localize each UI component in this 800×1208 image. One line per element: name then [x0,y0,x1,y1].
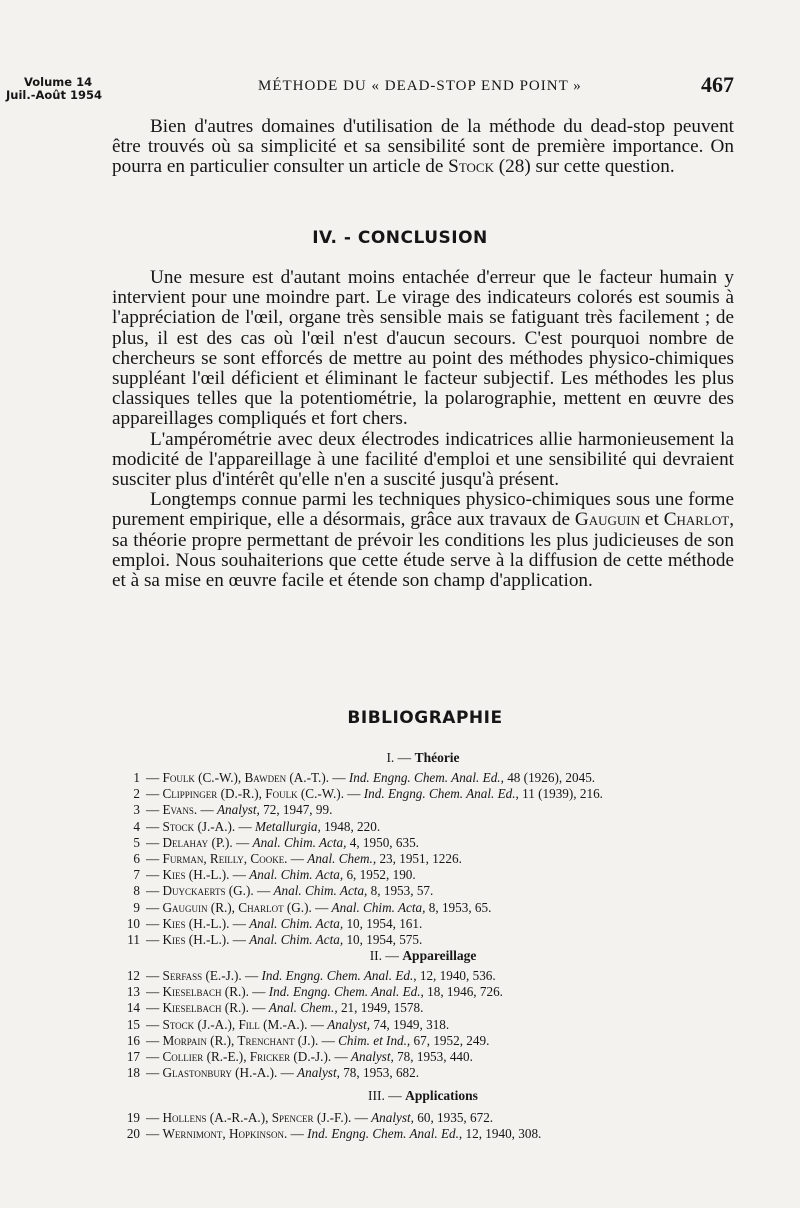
reference-text: — Foulk (C.-W.), Bawden (A.-T.). — Ind. Engng. Chem. Anal. Ed., 48 (1926), 2045. [146,770,596,785]
reference-text: — Clippinger (D.-R.), Foulk (C.-W.). — Ind. Engng. Chem. Anal. Ed., 11 (1939), 216. [146,786,603,802]
reference-entry [110,851,760,867]
reference-text: — Duyckaerts (G.). — Anal. Chim. Acta, 8, 1953, 57. [146,883,434,899]
reference-entry [110,932,760,948]
reference-entry [110,835,760,851]
reference-number: 3 [133,802,140,818]
reference-entry [110,867,760,883]
reference-entry [110,1110,760,1126]
reference-authors: Kies (H.-L.). [162,915,230,931]
reference-number: 18 [126,1065,140,1081]
author-name: Charlot [663,509,730,531]
conclusion-paragraph-2: L'ampérométrie avec deux électrodes indicatrices allie harmonieusement la modicité de l'appareillage à une facilité d'emploi et une sensibilité qui devraient susciter plus d'intérêt qu'elle n'en a suscité jusqu'à présent. [112,428,734,491]
reference-authors: Morpain (R.), Trenchant (J.). [162,1032,319,1048]
reference-authors: Serfass (E.-J.). [162,968,242,983]
reference-authors: Hollens (A.-R.-A.), Spencer (J.-F.). [162,1110,352,1125]
bib-section-heading-3: III. — Applications [368,1088,478,1103]
reference-details: , 11 (1939), 216. [515,786,603,802]
reference-journal: Ind. Engng. Chem. Anal. Ed. [363,786,516,802]
reference-details: 67, 1952, 249. [410,1032,490,1048]
reference-text: — Serfass (E.-J.). — Ind. Engng. Chem. Anal. Ed., 12, 1940, 536. [146,968,496,983]
reference-authors: Foulk (C.-W.), Bawden (A.-T.). [162,770,330,785]
reference-entry [110,900,760,916]
reference-authors: Stock (J.-A.), Fill (M.-A.). [162,1016,308,1032]
reference-text: — Kies (H.-L.). — Anal. Chim. Acta, 10, 1954, 161. [146,915,423,931]
reference-journal: Analyst, [297,1065,340,1081]
conclusion-paragraph-1: Une mesure est d'autant moins entachée d'erreur que le facteur humain y intervient pour une moindre part. Le virage des indicateurs colorés est soumis à l'appréciation de l'œil, organe très sensible mais se fatiguant très facilement ; de plus, il est des cas où l'œil n'est d'aucun secours. C'est pourquoi nombre de chercheurs se sont efforcés de mettre au point des méthodes physico-chimiques suppléant l'œil déficient et éliminant le facteur subjectif. Les méthodes les plus classiques telles que la potentiométrie, la polarographie, mettent en œuvre des appareillages compliqués et fort chers. [112,267,734,430]
author-name: Gauguin [574,509,641,531]
reference-authors: Kieselbach (R.). [162,984,249,1000]
reference-details: , 12, 1940, 536. [413,968,496,983]
reference-authors: Collier (R.-E.), Fricker (D.-J.). [162,1049,332,1065]
reference-authors: Wernimont, Hopkinson. [162,1126,288,1142]
reference-journal: Metallurgia, [254,818,321,834]
reference-number: 9 [133,899,140,915]
reference-entry [110,786,760,802]
reference-journal: Analyst, [350,1049,394,1065]
reference-number: 13 [126,984,140,1000]
author-name: Stock [448,156,494,178]
reference-number: 1 [133,770,140,785]
reference-authors: Duyckaerts (G.). [162,883,254,899]
reference-text: — Kieselbach (R.). — Ind. Engng. Chem. Anal. Ed., 18, 1946, 726. [146,984,503,1000]
reference-journal: Anal. Chim. Acta, [252,834,347,850]
reference-journal: Anal. Chim. Acta, [273,883,368,899]
reference-entry [110,1049,760,1065]
reference-details: 10, 1954, 161. [343,915,423,931]
reference-authors: Glastonbury (H.-A.). [162,1065,278,1081]
reference-details: 8, 1953, 65. [425,899,492,915]
reference-details: 8, 1953, 57. [367,883,434,899]
reference-number: 16 [126,1032,140,1048]
reference-number: 5 [133,834,140,850]
reference-text: — Wernimont, Hopkinson. — Ind. Engng. Chem. Anal. Ed., 12, 1940, 308. [146,1126,542,1142]
reference-journal: Anal. Chim. Acta, [249,932,344,948]
bib-list-applications [110,1110,760,1142]
reference-authors: Gauguin (R.), Charlot (G.). [162,899,312,915]
reference-number: 11 [127,932,140,948]
reference-number: 19 [126,1110,140,1125]
reference-details: 78, 1953, 682. [339,1065,420,1081]
reference-number: 12 [126,968,140,983]
volume-info [6,76,102,102]
reference-number: 2 [133,786,140,802]
reference-number: 7 [133,867,140,883]
reference-authors: Kies (H.-L.). [162,932,230,948]
reference-details: 4, 1950, 635. [346,834,419,850]
intro-paragraph-block [112,117,734,178]
reference-text: — Morpain (R.), Trenchant (J.). — Chim. et Ind., 67, 1952, 249. [146,1032,490,1048]
reference-text: — Glastonbury (H.-A.). — Analyst, 78, 1953, 682. [146,1065,420,1081]
reference-entry [110,984,760,1000]
reference-text: — Evans. — Analyst, 72, 1947, 99. [146,802,333,818]
reference-text: — Furman, Reilly, Cooke. — Anal. Chem., 23, 1951, 1226. [146,851,462,867]
reference-text: — Collier (R.-E.), Fricker (D.-J.). — Analyst, 78, 1953, 440. [146,1049,473,1065]
reference-details: 1948, 220. [320,818,381,834]
conclusion-paragraph-3: Longtemps connue parmi les techniques physico-chimiques sous une forme purement empirique, elle a désormais, grâce aux travaux de Gauguin et Charlot, sa théorie propre permettant de prévoir les conditions les plus judicieuses de son emploi. Nous souhaiterions que cette étude serve à la diffusion de cette méthode et à sa mise en œuvre facile et étende son champ d'application. [112,489,735,592]
reference-journal: Anal. Chem., [268,1000,338,1016]
reference-journal: Ind. Engng. Chem. Anal. Ed. [261,968,414,983]
reference-authors: Clippinger (D.-R.), Foulk (C.-W.). [162,786,344,802]
reference-authors: Kies (H.-L.). [162,867,230,883]
running-title: MÉTHODE DU « DEAD-STOP END POINT » [258,78,582,94]
reference-authors: Stock (J.-A.). [162,818,236,834]
reference-authors: Delahay (P.). [162,834,233,850]
reference-text: — Kies (H.-L.). — Anal. Chim. Acta, 10, 1954, 575. [146,932,423,948]
reference-entry [110,916,760,932]
reference-authors: Evans. [162,802,198,818]
reference-number: 14 [126,1000,140,1016]
intro-paragraph: Bien d'autres domaines d'utilisation de la méthode du dead-stop peuvent être trouvés où sa simplicité et sa sensibilité sont de première importance. On pourra en particulier consulter un article de Stock (28) sur cette question. [112,116,734,178]
reference-details: 78, 1953, 440. [393,1049,473,1065]
reference-text: — Kieselbach (R.). — Anal. Chem., 21, 1949, 1578. [146,1000,424,1016]
issue-date: Juil.-Août 1954 [6,88,102,102]
reference-number: 10 [126,915,140,931]
reference-entry [110,1000,760,1016]
reference-journal: Ind. Engng. Chem. Anal. Ed. [348,770,501,785]
bib-list-appareillage [110,968,760,1081]
reference-journal: Analyst, [327,1016,371,1032]
reference-entry [110,1065,760,1081]
reference-journal: Anal. Chim. Acta, [249,867,344,883]
reference-details: 72, 1947, 99. [259,802,333,818]
reference-authors: Kieselbach (R.). [162,1000,249,1016]
reference-number: 20 [126,1126,140,1142]
reference-journal: Chim. et Ind., [338,1032,411,1048]
reference-text: — Stock (J.-A.). — Metallurgia, 1948, 220. [146,818,381,834]
reference-entry [110,802,760,818]
reference-details: 21, 1949, 1578. [337,1000,424,1016]
reference-details: , 12, 1940, 308. [458,1126,542,1142]
reference-number: 8 [133,883,140,899]
reference-entry [110,1126,760,1142]
reference-number: 4 [133,818,140,834]
reference-text: — Stock (J.-A.), Fill (M.-A.). — Analyst, 74, 1949, 318. [146,1016,450,1032]
bibliography-heading: BIBLIOGRAPHIE [347,708,503,728]
reference-details: 60, 1935, 672. [413,1110,494,1125]
reference-authors: Furman, Reilly, Cooke. [162,851,288,867]
reference-journal: Ind. Engng. Chem. Anal. Ed. [307,1126,459,1142]
reference-journal: Ind. Engng. Chem. Anal. Ed. [268,984,421,1000]
reference-text: — Gauguin (R.), Charlot (G.). — Anal. Chim. Acta, 8, 1953, 65. [146,899,492,915]
reference-text: — Delahay (P.). — Anal. Chim. Acta, 4, 1950, 635. [146,834,419,850]
reference-details: , 48 (1926), 2045. [500,770,596,785]
reference-journal: Analyst, [371,1110,414,1125]
bib-section-heading-1: I. — Théorie [386,750,460,765]
reference-entry [110,819,760,835]
reference-details: 6, 1952, 190. [343,867,416,883]
reference-journal: Anal. Chim. Acta, [249,915,344,931]
bib-list-theorie [110,770,760,948]
reference-number: 15 [126,1016,140,1032]
volume-label: Volume 14 [24,75,93,89]
reference-number: 6 [133,851,140,867]
reference-number: 17 [126,1049,140,1065]
reference-details: , 18, 1946, 726. [420,984,503,1000]
reference-entry [110,883,760,899]
reference-text: — Kies (H.-L.). — Anal. Chim. Acta, 6, 1952, 190. [146,867,416,883]
reference-journal: Analyst, [216,802,260,818]
conclusion-text [112,268,734,591]
bib-section-heading-2: II. — Appareillage [369,948,477,963]
reference-details: 10, 1954, 575. [343,932,423,948]
reference-details: 23, 1951, 1226. [376,851,462,867]
page-header [0,72,800,112]
reference-text: — Hollens (A.-R.-A.), Spencer (J.-F.). — Analyst, 60, 1935, 672. [146,1110,494,1125]
reference-details: 74, 1949, 318. [370,1016,450,1032]
page-number: 467 [701,72,734,97]
reference-entry [110,1017,760,1033]
reference-entry [110,1033,760,1049]
reference-journal: Anal. Chem., [307,851,377,867]
reference-entry [110,968,760,984]
conclusion-heading: IV. - CONCLUSION [312,228,488,248]
reference-journal: Anal. Chim. Acta, [331,899,426,915]
reference-entry [110,770,760,786]
